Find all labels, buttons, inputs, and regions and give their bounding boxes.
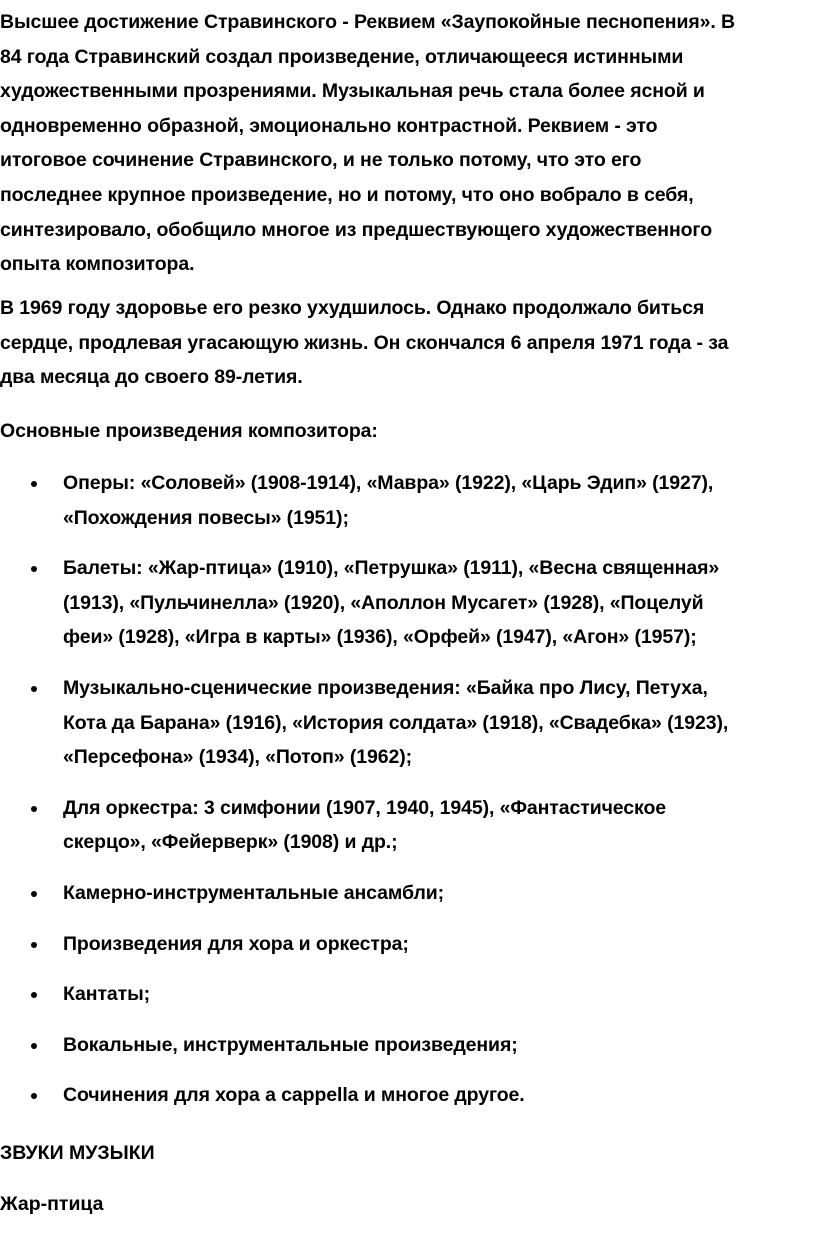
bullet-icon bbox=[31, 686, 37, 692]
list-item bbox=[0, 551, 816, 655]
subsection-heading: Жар-птица bbox=[0, 1193, 104, 1215]
list-item bbox=[0, 466, 816, 535]
list-item-text: Вокальные, инструментальные произведения; bbox=[63, 1033, 518, 1056]
section-heading: ЗВУКИ МУЗЫКИ bbox=[0, 1142, 155, 1164]
works-list bbox=[0, 466, 816, 1129]
list-item-text: Камерно-инструментальные ансамбли; bbox=[63, 881, 445, 904]
list-item bbox=[0, 977, 816, 1012]
list-item bbox=[0, 1028, 816, 1063]
list-item-text: Балеты: «Жар-птица» (1910), «Петрушка» (1911), «Весна священная» (1913), «Пульчинелла» (1920), «Аполлон Мусагет» (1928), «Поцелуй феи» (1928), «Игра в карты» (1936), «Орфей» (1947), «Агон» (1957); bbox=[63, 557, 720, 649]
list-item-text: Произведения для хора и оркестра; bbox=[63, 932, 409, 955]
works-heading: Основные произведения композитора: bbox=[0, 420, 378, 442]
list-item-text: Кантаты; bbox=[63, 983, 151, 1006]
list-item bbox=[0, 671, 816, 775]
health-paragraph: В 1969 году здоровье его резко ухудшилось. Однако продолжало биться сердце, продлевая угасающую жизнь. Он скончался 6 апреля 1971 года - за два месяца до своего 89-летия. bbox=[0, 297, 729, 389]
list-item bbox=[0, 876, 816, 911]
list-item-text: Для оркестра: 3 симфонии (1907, 1940, 1945), «Фантастическое скерцо», «Фейерверк» (1908) и др.; bbox=[63, 796, 666, 854]
list-item-text: Музыкально-сценические произведения: «Байка про Лису, Петуха, Кота да Барана» (1916), «История солдата» (1918), «Свадебка» (1923), «Персефона» (1934), «Потоп» (1962); bbox=[63, 676, 729, 769]
list-item bbox=[0, 1078, 816, 1113]
bullet-icon bbox=[31, 1093, 37, 1099]
bullet-icon bbox=[31, 992, 37, 998]
bullet-icon bbox=[31, 891, 37, 897]
list-item bbox=[0, 791, 816, 860]
list-item-text: Сочинения для хора а cappella и многое другое. bbox=[63, 1084, 525, 1107]
bullet-icon bbox=[31, 566, 37, 572]
bullet-icon bbox=[31, 942, 37, 948]
bullet-icon bbox=[31, 481, 37, 487]
list-item-text: Оперы: «Соловей» (1908-1914), «Мавра» (1922), «Царь Эдип» (1927), «Похождения повесы» (1951); bbox=[63, 472, 714, 529]
bullet-icon bbox=[31, 806, 37, 812]
intro-paragraph: Высшее достижение Стравинского - Реквием «Заупокойные песнопения». В 84 года Стравинский создал произведение, отличающееся истинными художественными прозрениями. Музыкальная речь стала более ясной и одновременно образной, эмоционально контрастной. Реквием - это итоговое сочинение Стравинского, и не только потому, что это его последнее крупное произведение, но и потому, что оно вобрало в себя, синтезировало, обобщило многое из предшествующего художественного опыта композитора. bbox=[0, 11, 736, 276]
bullet-icon bbox=[31, 1043, 37, 1049]
list-item bbox=[0, 927, 816, 962]
